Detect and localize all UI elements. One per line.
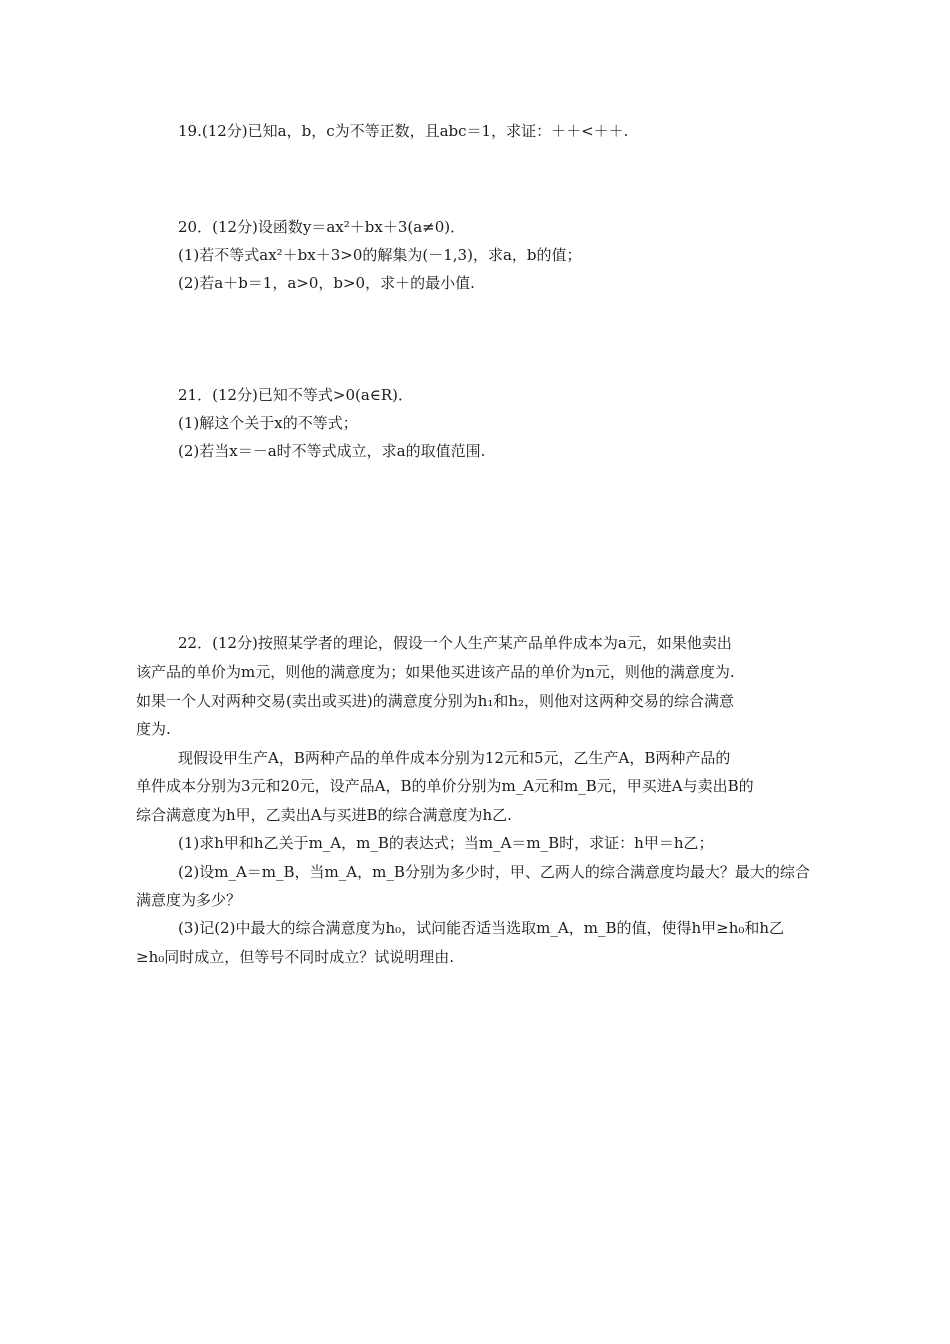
- problem-22-part-3: (3)记(2)中最大的综合满意度为h₀，试问能否适当选取m_A，m_B的值，使得h甲≥h₀和h乙: [178, 919, 785, 937]
- problem-22-part-3-cont: ≥h₀同时成立，但等号不同时成立？试说明理由.: [136, 948, 455, 966]
- problem-21-statement: 21．(12分)已知不等式>0(a∈R)．: [178, 386, 414, 404]
- problem-22-line-2: 该产品的单价为m元，则他的满意度为；如果他买进该产品的单价为n元，则他的满意度为.: [136, 663, 735, 681]
- problem-22-line-3: 如果一个人对两种交易(卖出或买进)的满意度分别为h₁和h₂，则他对这两种交易的综合满意: [136, 692, 735, 710]
- problem-22-line-5: 现假设甲生产A，B两种产品的单件成本分别为12元和5元，乙生产A，B两种产品的: [178, 749, 731, 767]
- problem-21-part-2: (2)若当x＝－a时不等式成立，求a的取值范围.: [178, 442, 486, 460]
- problem-20-part-2: (2)若a＋b＝1，a>0，b>0，求＋的最小值.: [178, 274, 475, 292]
- problem-22-part-2-cont: 满意度为多少？: [136, 891, 242, 909]
- problem-22-part-2: (2)设m_A＝m_B，当m_A，m_B分别为多少时，甲、乙两人的综合满意度均最大？最大的综合: [178, 863, 810, 881]
- problem-22-line-4: 度为.: [136, 720, 171, 738]
- problem-21-part-1: (1)解这个关于x的不等式；: [178, 414, 358, 432]
- problem-20-part-1: (1)若不等式ax²＋bx＋3>0的解集为(－1,3)，求a，b的值；: [178, 246, 582, 264]
- problem-22-line-1: 22．(12分)按照某学者的理论，假设一个人生产某产品单件成本为a元，如果他卖出: [178, 634, 732, 652]
- problem-22-line-7: 综合满意度为h甲，乙卖出A与买进B的综合满意度为h乙.: [136, 806, 512, 824]
- problem-20-statement: 20．(12分)设函数y＝ax²＋bx＋3(a≠0)．: [178, 218, 466, 236]
- problem-22-line-6: 单件成本分别为3元和20元，设产品A，B的单价分别为m_A元和m_B元，甲买进A与卖出B的: [136, 777, 754, 795]
- problem-19-statement: 19.(12分)已知a，b，c为不等正数，且abc＝1，求证：＋＋<＋＋.: [178, 122, 629, 140]
- problem-22-part-1: (1)求h甲和h乙关于m_A，m_B的表达式；当m_A＝m_B时，求证：h甲＝h乙；: [178, 834, 714, 852]
